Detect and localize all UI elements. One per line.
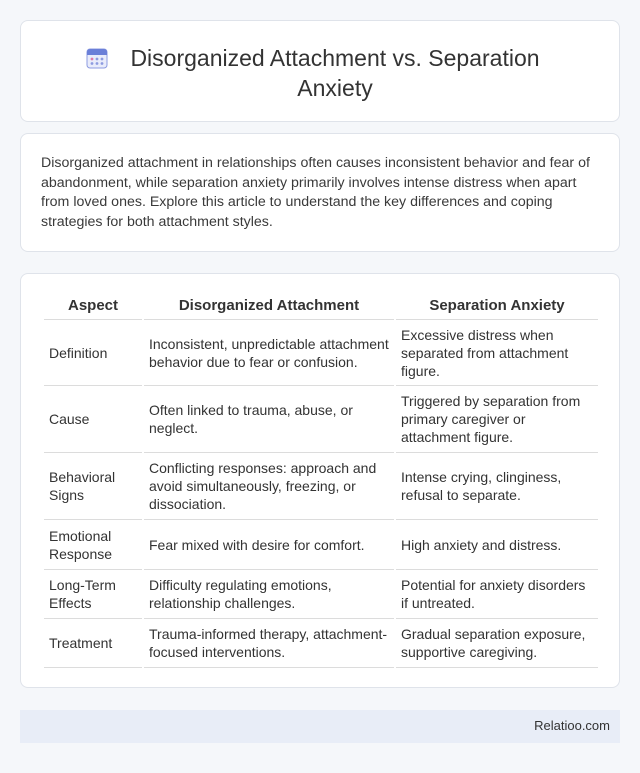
row-disorganized: Inconsistent, unpredictable attachment behavior due to fear or confusion. bbox=[144, 320, 394, 386]
footer-bar bbox=[20, 710, 620, 743]
row-aspect: Definition bbox=[44, 320, 142, 386]
row-aspect: Treatment bbox=[44, 619, 142, 668]
intro-paragraph: Disorganized attachment in relationships often causes inconsistent behavior and fear of abandonment, while separation anxiety primarily involves intense distress when apart from loved ones. Explore this article to understand the key differences and coping strategies for both attachment styles. bbox=[41, 155, 590, 230]
table-row bbox=[44, 570, 598, 619]
row-disorganized: Difficulty regulating emotions, relationship challenges. bbox=[144, 570, 394, 619]
comparison-table bbox=[42, 294, 600, 668]
row-disorganized: Fear mixed with desire for comfort. bbox=[144, 520, 394, 570]
intro-card bbox=[20, 133, 620, 252]
comparison-table-card bbox=[20, 273, 620, 688]
row-separation: Gradual separation exposure, supportive caregiving. bbox=[396, 619, 598, 668]
table-row bbox=[44, 619, 598, 668]
table-row bbox=[44, 520, 598, 570]
header-aspect: Aspect bbox=[44, 294, 142, 320]
table-row bbox=[44, 320, 598, 386]
row-separation: Potential for anxiety disorders if untreated. bbox=[396, 570, 598, 619]
row-aspect: Behavioral Signs bbox=[44, 453, 142, 520]
table-header-row bbox=[44, 294, 598, 320]
row-disorganized: Often linked to trauma, abuse, or neglect. bbox=[144, 386, 394, 453]
page-title: Disorganized Attachment vs. Separation Anxiety bbox=[130, 45, 540, 101]
footer-site-link[interactable]: Relatioo.com bbox=[534, 718, 610, 733]
row-aspect: Emotional Response bbox=[44, 520, 142, 570]
row-separation: High anxiety and distress. bbox=[396, 520, 598, 570]
row-separation: Triggered by separation from primary caregiver or attachment figure. bbox=[396, 386, 598, 453]
row-aspect: Long-Term Effects bbox=[44, 570, 142, 619]
row-disorganized: Trauma-informed therapy, attachment-focused interventions. bbox=[144, 619, 394, 668]
header-separation-anxiety: Separation Anxiety bbox=[396, 294, 598, 320]
row-disorganized: Conflicting responses: approach and avoid simultaneously, freezing, or dissociation. bbox=[144, 453, 394, 520]
table-row bbox=[44, 453, 598, 520]
row-separation: Excessive distress when separated from attachment figure. bbox=[396, 320, 598, 386]
header-disorganized-attachment: Disorganized Attachment bbox=[144, 294, 394, 320]
row-aspect: Cause bbox=[44, 386, 142, 453]
row-separation: Intense crying, clinginess, refusal to separate. bbox=[396, 453, 598, 520]
title-card bbox=[20, 20, 620, 122]
table-row bbox=[44, 386, 598, 453]
